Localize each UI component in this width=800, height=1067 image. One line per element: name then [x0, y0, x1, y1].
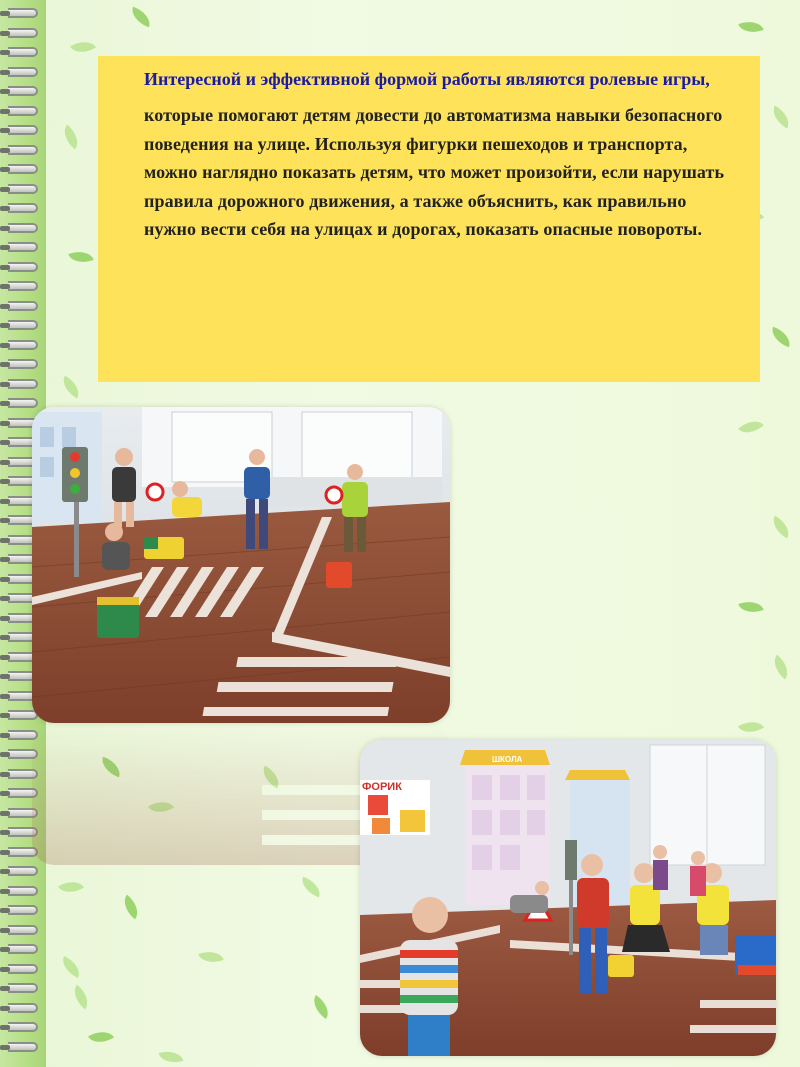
spiral-ring-icon [8, 379, 38, 389]
leaf-icon [738, 415, 764, 440]
spiral-ring-icon [8, 983, 38, 993]
leaf-icon [118, 895, 144, 920]
spiral-ring-icon [8, 964, 38, 974]
leaf-icon [58, 875, 84, 898]
spiral-ring-icon [8, 886, 38, 896]
leaf-icon [738, 715, 764, 738]
leaf-icon [68, 247, 93, 268]
spiral-ring-icon [8, 1042, 38, 1052]
spiral-ring-icon [8, 944, 38, 954]
leaf-icon [308, 995, 334, 1019]
spiral-ring-icon [8, 223, 38, 233]
spiral-ring-icon [8, 242, 38, 252]
spiral-ring-icon [8, 262, 38, 272]
photo-children-role-play-2 [360, 740, 776, 1056]
leaf-icon [58, 125, 84, 150]
leaf-icon [738, 597, 763, 618]
spiral-ring-icon [8, 86, 38, 96]
spiral-ring-icon [8, 398, 38, 408]
wall-sign-text: ФОРИК [362, 781, 402, 793]
spiral-ring-icon [8, 164, 38, 174]
spiral-ring-icon [8, 1022, 38, 1032]
spiral-ring-icon [8, 67, 38, 77]
spiral-ring-icon [8, 47, 38, 57]
leaf-icon [768, 515, 794, 538]
text-card [98, 56, 760, 382]
spiral-ring-icon [8, 301, 38, 311]
spiral-ring-icon [8, 866, 38, 876]
spiral-ring-icon [8, 184, 38, 194]
leaf-icon [128, 7, 153, 28]
spiral-ring-icon [8, 28, 38, 38]
school-sign-text: ШКОЛА [492, 755, 523, 764]
leaf-icon [70, 35, 96, 58]
leaf-icon [58, 375, 84, 398]
leaf-icon [88, 1025, 114, 1048]
spiral-ring-icon [8, 320, 38, 330]
leaf-icon [768, 655, 794, 680]
spiral-ring-icon [8, 925, 38, 935]
leaf-icon [198, 947, 223, 968]
spiral-ring-icon [8, 203, 38, 213]
leaf-icon [68, 985, 94, 1010]
spiral-ring-icon [8, 145, 38, 155]
spiral-ring-icon [8, 106, 38, 116]
spiral-ring-icon [8, 1003, 38, 1013]
leaf-icon [58, 956, 84, 978]
body-paragraph: которые помогают детям довести до автоматизма навыки безопасного поведения на улице. Используя фигурки пешеходов и транспорта, можно наглядно показать детям, что может произойти, если нарушать правила дорожного движения, а также объяснить, как правильно нужно вести себя на улицах и дорогах, показать опасные повороты. [144, 105, 725, 239]
spiral-ring-icon [8, 905, 38, 915]
leaf-icon [768, 105, 794, 128]
spiral-ring-icon [8, 359, 38, 369]
photo-children-role-play-1 [32, 407, 450, 723]
spiral-ring-icon [8, 710, 38, 720]
spiral-ring-icon [8, 340, 38, 350]
spiral-ring-icon [8, 125, 38, 135]
spiral-ring-icon [8, 281, 38, 291]
leaf-icon [738, 17, 763, 38]
leaf-icon [298, 877, 323, 898]
spiral-ring-icon [8, 8, 38, 18]
leaf-icon [159, 1047, 184, 1066]
leaf-icon [768, 327, 793, 348]
intro-heading: Интересной и эффективной формой работы являются ролевые игры, [144, 69, 710, 89]
